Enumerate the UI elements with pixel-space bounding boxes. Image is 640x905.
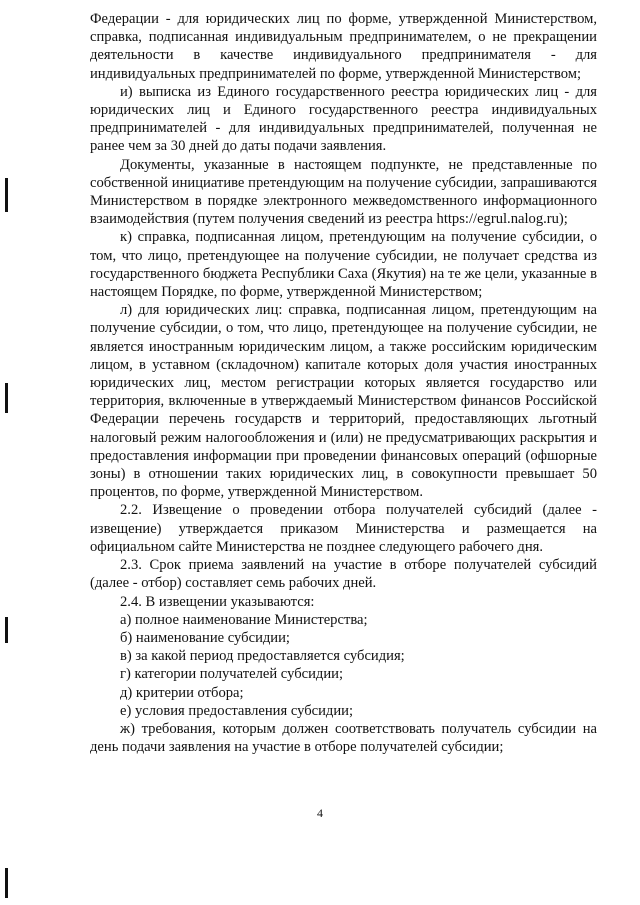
list-item: г) категории получателей субсидии; xyxy=(120,666,344,683)
list-item: в) за какой период предоставляется субсидия; xyxy=(120,648,405,665)
list-item: а) полное наименование Министерства; xyxy=(120,611,368,628)
paragraph: и) выписка из Единого государственного реестра юридических лиц - для юридических лиц и Единого государственного реестра индивидуальных предпринимателей - для индивидуальных предпринимателей, полученная не ранее чем за 30 дней до даты подачи заявления. xyxy=(90,83,597,155)
paragraph: л) для юридических лиц: справка, подписанная лицом, претендующим на получение субсидии, о том, что лицо, претендующее на получение субсидии, не является иностранным юридическим лицом, а также российским юридическим лицом, в уставном (складочном) капитале которых доля участия иностранных юридических лиц, местом регистрации которых является государство или территория, включенные в утверждаемый Министерством финансов Российской Федерации перечень государств и территорий, предоставляющих льготный налоговый режим налогообложения и (или) не предусматривающих раскрытия и предоставления информации при проведении финансовых операций (офшорные зоны) в отношении таких юридических лиц, в совокупности превышает 50 процентов, по форме, утвержденной Министерством. xyxy=(90,302,597,501)
paragraph: 2.4. В извещении указываются: xyxy=(120,593,315,610)
scan-margin-mark xyxy=(5,617,8,643)
paragraph: Документы, указанные в настоящем подпункте, не представленные по собственной инициативе претендующим на получение субсидии, запрашиваются Министерством в порядке электронного межведомственного информационного взаимодействия (путем получения сведений из реестра https://egrul.nalog.ru); xyxy=(90,156,597,228)
list-item: е) условия предоставления субсидии; xyxy=(120,702,354,719)
list-item: д) критерии отбора; xyxy=(120,684,244,701)
scan-margin-mark xyxy=(5,383,8,413)
list-item: ж) требования, которым должен соответствовать получатель субсидии на день подачи заявления на участие в отборе получателей субсидии; xyxy=(90,720,597,756)
paragraph: 2.2. Извещение о проведении отбора получателей субсидий (далее - извещение) утверждается приказом Министерства и размещается на официальном сайте Министерства не позднее следующего рабочего дня. xyxy=(90,502,597,555)
scan-margin-mark xyxy=(5,868,8,898)
paragraph: Федерации - для юридических лиц по форме, утвержденной Министерством, справка, подписанная индивидуальным предпринимателем, о не прекращении деятельности в качестве индивидуального предпринимателя - для индивидуальных предпринимателей по форме, утвержденной Министерством; xyxy=(90,11,597,82)
document-body xyxy=(90,10,597,756)
paragraph: к) справка, подписанная лицом, претендующим на получение субсидии, о том, что лицо, претендующее на получение субсидии, не получает средства из государственного бюджета Республики Саха (Якутия) на те же цели, указанные в настоящем Порядке, по форме, утвержденной Министерством; xyxy=(90,229,597,301)
paragraph: 2.3. Срок приема заявлений на участие в отборе получателей субсидий (далее - отбор) составляет семь рабочих дней. xyxy=(90,557,597,592)
scan-margin-mark xyxy=(5,178,8,212)
page-number: 4 xyxy=(317,806,323,820)
list-item: б) наименование субсидии; xyxy=(120,629,290,646)
